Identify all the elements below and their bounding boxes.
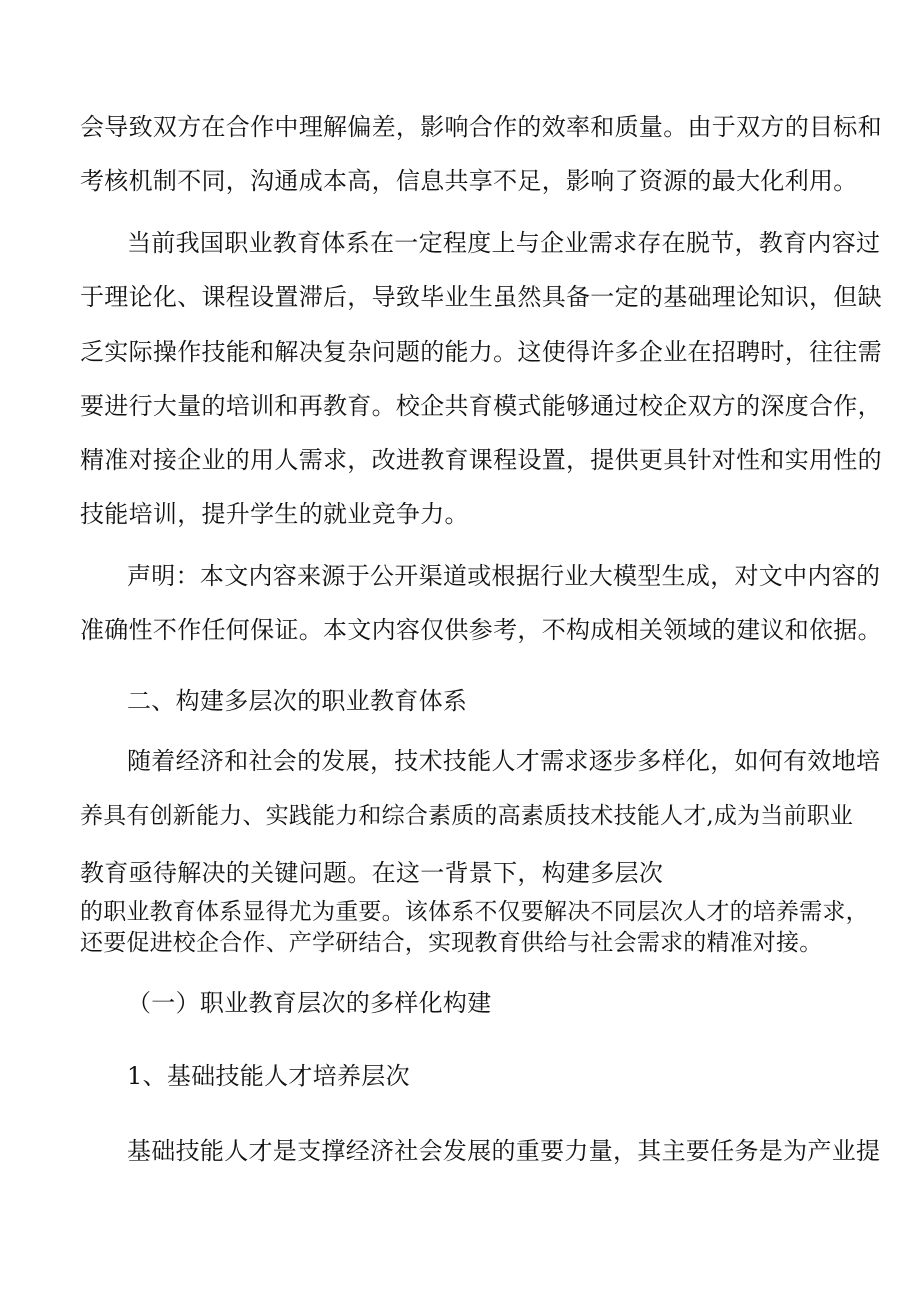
disclaimer-line: 准确性不作任何保证。本文内容仅供参考，不构成相关领域的建议和依据。	[80, 616, 882, 644]
paragraph-line: 基础技能人才是支撑经济社会发展的重要力量，其主要任务是为产业提	[127, 1137, 881, 1165]
paragraph-line: 会导致双方在合作中理解偏差，影响合作的效率和质量。由于双方的目标和	[80, 113, 882, 141]
paragraph-line: 教育亟待解决的关键问题。在这一背景下，构建多层次	[80, 859, 664, 887]
disclaimer-line: 声明：本文内容来源于公开渠道或根据行业大模型生成，对文中内容的	[127, 562, 881, 590]
paragraph-line: 当前我国职业教育体系在一定程度上与企业需求存在脱节，教育内容过	[127, 229, 881, 257]
paragraph-line: 的职业教育体系显得尤为重要。该体系不仅要解决不同层次人才的培养需求，	[80, 899, 869, 925]
paragraph-line: 乏实际操作技能和解决复杂问题的能力。这使得许多企业在招聘时，往往需	[80, 338, 882, 366]
paragraph-line: 技能培训，提升学生的就业竞争力。	[80, 500, 469, 528]
paragraph-line: 还要促进校企合作、产学研结合，实现教育供给与社会需求的精准对接。	[80, 930, 823, 956]
paragraph-line: 随着经济和社会的发展，技术技能人才需求逐步多样化，如何有效地培	[127, 747, 881, 775]
section-heading: 二、构建多层次的职业教育体系	[127, 687, 468, 715]
subsection-heading: （一）职业教育层次的多样化构建	[127, 989, 492, 1017]
paragraph-line: 于理论化、课程设置滞后，导致毕业生虽然具备一定的基础理论知识，但缺	[80, 283, 882, 311]
paragraph-line: 养具有创新能力、实践能力和综合素质的高素质技术技能人才,成为当前职业	[80, 803, 854, 829]
paragraph-line: 要进行大量的培训和再教育。校企共育模式能够通过校企双方的深度合作，	[80, 392, 882, 420]
sub-subsection-heading: 1、基础技能人才培养层次	[127, 1062, 410, 1090]
paragraph-line: 考核机制不同，沟通成本高，信息共享不足，影响了资源的最大化利用。	[80, 167, 858, 195]
paragraph-line: 精准对接企业的用人需求，改进教育课程设置，提供更具针对性和实用性的	[80, 446, 882, 474]
